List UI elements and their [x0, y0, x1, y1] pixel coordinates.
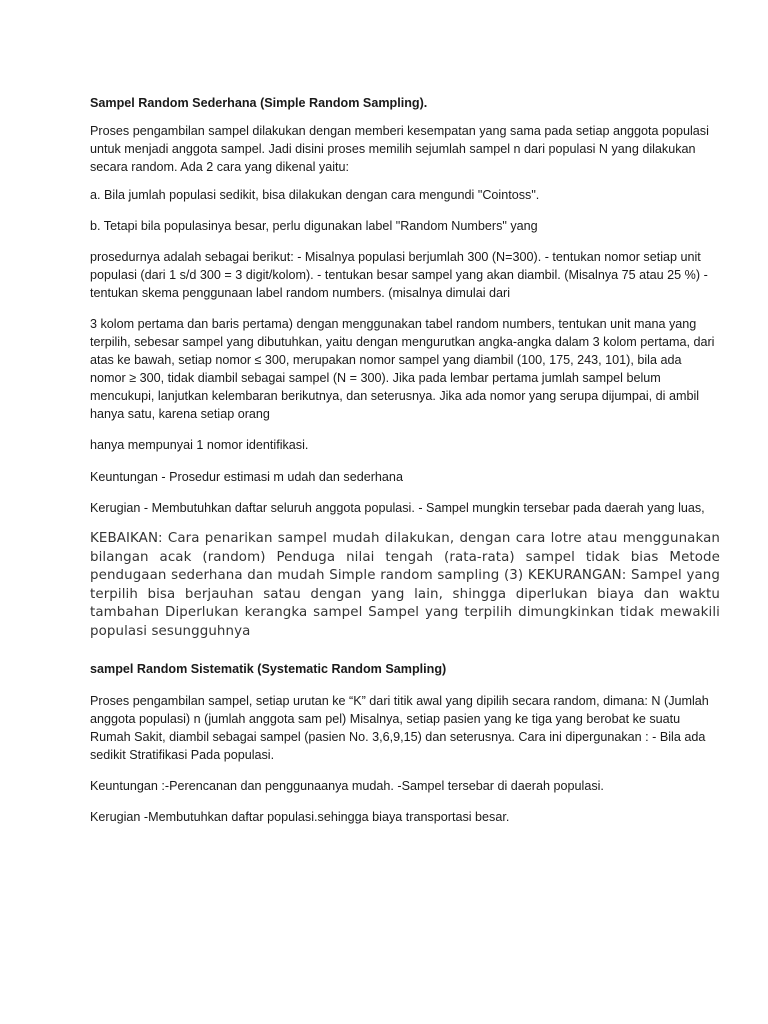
document-page: [90, 94, 720, 826]
paragraph-option-b: b. Tetapi bila populasinya besar, perlu digunakan label "Random Numbers" yang: [90, 219, 538, 233]
paragraph-procedure-1: prosedurnya adalah sebagai berikut: - Misalnya populasi berjumlah 300 (N=300). - tentukan nomor setiap unit populasi (dari 1 s/d 300 = 3 digit/kolom). - tentukan besar sampel yang akan diambil. (Misalnya 75 atau 25 %) - tentukan skema penggunaan label random numbers. (misalnya dimulai dari: [90, 250, 708, 300]
section-title-systematic-random-sampling: sampel Random Sistematik (Systematic Random Sampling): [90, 661, 447, 676]
paragraph-keuntungan: Keuntungan - Prosedur estimasi m udah dan sederhana: [90, 470, 403, 484]
paragraph-systematic-keuntungan: Keuntungan :-Perencanan dan penggunaanya mudah. -Sampel tersebar di daerah populasi.: [90, 778, 604, 793]
paragraph-kerugian: Kerugian - Membutuhkan daftar seluruh anggota populasi. - Sampel mungkin tersebar pada daerah yang luas,: [90, 501, 705, 515]
paragraph-option-a: a. Bila jumlah populasi sedikit, bisa dilakukan dengan cara mengundi "Cointoss".: [90, 188, 540, 202]
paragraph-systematic-intro: Proses pengambilan sampel, setiap urutan ke “K” dari titik awal yang dipilih secara random, dimana: N (Jumlah anggota populasi) n (jumlah anggota sam pel) Misalnya, setiap pasien yang ke tiga yang berobat ke suatu Rumah Sakit, diambil sebagai sampel (pasien No. 3,6,9,15) dan seterusnya. Cara ini dipergunakan : - Bila ada sedikit Stratifikasi Pada populasi.: [90, 693, 709, 762]
paragraph-procedure-3: hanya mempunyai 1 nomor identifikasi.: [90, 438, 309, 452]
paragraph-systematic-kerugian: Kerugian -Membutuhkan daftar populasi.sehingga biaya transportasi besar.: [90, 809, 510, 824]
paragraph-kebaikan-kekurangan: KEBAIKAN: Cara penarikan sampel mudah dilakukan, dengan cara lotre atau menggunakan bilangan acak (random) Penduga nilai tengah (rata-rata) sampel tidak bias Metode pendugaan sederhana dan mudah Simple random sampling (3) KEKURANGAN: Sampel yang terpilih bisa berjauhan satau dengan yang lain, shingga diperlukan biaya dan waktu tambahan Diperlukan kerangka sampel Sampel yang terpilih dimungkinkan tidak mewakili populasi sesungguhnya: [90, 531, 720, 639]
paragraph-procedure-2: 3 kolom pertama dan baris pertama) dengan menggunakan tabel random numbers, tentukan unit mana yang terpilih, sebesar sampel yang dibutuhkan, yaitu dengan mengurutkan angka-angka dalam 3 kolom pertama, dari atas ke bawah, setiap nomor ≤ 300, merupakan nomor sampel yang diambil (100, 175, 243, 101), bila ada nomor ≥ 300, tidak diambil sebagai sampel (N = 300). Jika pada lembar pertama jumlah sampel belum mencukupi, lanjutkan kelembaran berikutnya, dan seterusnya. Jika ada nomor yang serupa dijumpai, di ambil hanya satu, karena setiap orang: [90, 317, 715, 421]
section-title-simple-random-sampling: Sampel Random Sederhana (Simple Random Sampling).: [90, 96, 428, 110]
paragraph-intro: Proses pengambilan sampel dilakukan dengan memberi kesempatan yang sama pada setiap anggota populasi untuk menjadi anggota sampel. Jadi disini proses memilih sejumlah sampel n dari populasi N yang dilakukan secara random. Ada 2 cara yang dikenal yaitu:: [90, 124, 709, 174]
